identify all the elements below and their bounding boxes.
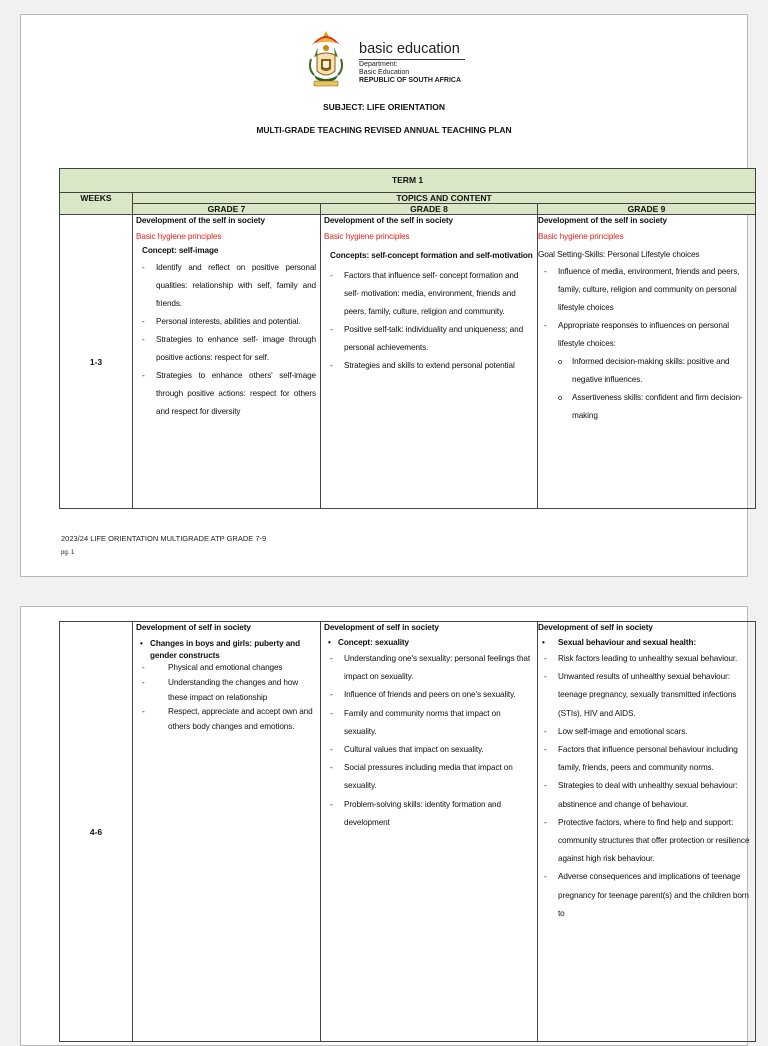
weeks-cell: 4-6 bbox=[60, 622, 133, 1042]
department-block bbox=[359, 61, 461, 85]
list-item: - Understanding one's sexuality: personal feelings that impact on sexuality. bbox=[324, 650, 533, 686]
list-item: - Strategies to enhance self- image through positive actions: respect for self. bbox=[136, 331, 316, 367]
dept-line-2: Basic Education bbox=[359, 69, 410, 76]
grade-7-concept: Concept: self-image bbox=[142, 246, 219, 255]
list-item: - Identify and reflect on positive personal qualities: relationship with self, family and friends. bbox=[136, 259, 316, 313]
list-item: - Positive self-talk: individuality and uniqueness; and personal achievements. bbox=[324, 321, 533, 357]
grade-9-list bbox=[538, 636, 751, 923]
grade-8-heading: • Concept: sexuality bbox=[324, 636, 533, 650]
grade-8-content bbox=[321, 215, 538, 509]
list-item: - Family and community norms that impact on sexuality. bbox=[324, 705, 533, 741]
list-item: - Low self-image and emotional scars. bbox=[538, 723, 751, 741]
list-item: - Physical and emotional changes bbox=[136, 661, 316, 676]
weeks-cell: 1-3 bbox=[60, 215, 133, 509]
grade-9-section-title: Development of self in society bbox=[538, 623, 653, 632]
subject-heading: SUBJECT: LIFE ORIENTATION bbox=[323, 102, 445, 112]
grade-8-list bbox=[324, 267, 533, 375]
grade-7-topic: Basic hygiene principles bbox=[136, 232, 222, 241]
list-item: - Unwanted results of unhealthy sexual behaviour: teenage pregnancy, sexually transmitted infections (STIs), HIV and AIDS. bbox=[538, 668, 751, 723]
page-footer: 2023/24 LIFE ORIENTATION MULTIGRADE ATP GRADE 7-9 bbox=[61, 534, 267, 543]
grade-9-content bbox=[538, 622, 756, 1042]
list-subitem: o Informed decision-making skills: positive and negative influences. bbox=[538, 353, 751, 389]
grade-9-concept: Goal Setting-Skills: Personal Lifestyle choices bbox=[538, 250, 700, 259]
list-item: - Cultural values that impact on sexuality. bbox=[324, 741, 533, 759]
grade-9-section-title: Development of the self in society bbox=[538, 216, 667, 225]
list-item: - Adverse consequences and implications of teenage pregnancy for teenage parent(s) and the children born to bbox=[538, 868, 751, 923]
dept-line-1: Department: bbox=[359, 61, 398, 68]
list-item: - Protective factors, where to find help and support: community structures that offer protection or resilience against high risk behaviour. bbox=[538, 814, 751, 869]
list-item: - Appropriate responses to influences on personal lifestyle choices: bbox=[538, 317, 751, 353]
document-page-2 bbox=[20, 606, 748, 1046]
coat-of-arms-icon bbox=[306, 29, 346, 91]
plan-title: MULTI-GRADE TEACHING REVISED ANNUAL TEACHING PLAN bbox=[256, 125, 512, 135]
grade-8-concept: Concepts: self-concept formation and self-motivation bbox=[330, 251, 533, 260]
grade-9-list bbox=[538, 263, 751, 425]
dept-line-3: REPUBLIC OF SOUTH AFRICA bbox=[359, 77, 462, 84]
list-item: - Problem-solving skills: identity formation and development bbox=[324, 796, 533, 832]
term-1-table bbox=[59, 168, 756, 509]
list-item: - Personal interests, abilities and potential. bbox=[136, 313, 316, 331]
grade-7-section-title: Development of self in society bbox=[136, 623, 251, 632]
brand-title: basic education bbox=[359, 41, 460, 57]
grade-8-content bbox=[321, 622, 538, 1042]
topics-header: TOPICS AND CONTENT bbox=[133, 193, 756, 204]
term-1-table-continued bbox=[59, 621, 756, 1042]
grade-7-heading: • Changes in boys and girls: puberty and gender constructs bbox=[136, 638, 316, 661]
weeks-header: WEEKS bbox=[60, 193, 133, 215]
grade-8-header: GRADE 8 bbox=[321, 204, 538, 215]
list-item: - Factors that influence personal behaviour including family, friends, peers and community norms. bbox=[538, 741, 751, 777]
term-header: TERM 1 bbox=[60, 169, 756, 193]
list-item: - Strategies to enhance others' self-image through positive actions: respect for others and respect for diversity bbox=[136, 367, 316, 421]
list-subitem: o Assertiveness skills: confident and firm decision-making bbox=[538, 389, 751, 425]
list-item: - Factors that influence self- concept formation and self- motivation: media, environment, friends and peers, family, culture, religion and community. bbox=[324, 267, 533, 321]
page-number: pg. 1 bbox=[61, 550, 75, 556]
grade-7-section-title: Development of the self in society bbox=[136, 216, 265, 225]
list-item: - Influence of friends and peers on one's sexuality. bbox=[324, 686, 533, 704]
grade-9-topic: Basic hygiene principles bbox=[538, 232, 624, 241]
list-item: - Risk factors leading to unhealthy sexual behaviour. bbox=[538, 650, 751, 668]
list-item: - Understanding the changes and how these impact on relationship bbox=[136, 676, 316, 706]
list-item: - Influence of media, environment, friends and peers, family, culture, religion and community on personal lifestyle choices bbox=[538, 263, 751, 317]
grade-7-content bbox=[133, 622, 321, 1042]
list-item: - Strategies to deal with unhealthy sexual behaviour: abstinence and change of behaviour. bbox=[538, 777, 751, 813]
grade-7-list bbox=[136, 638, 316, 735]
document-page-1 bbox=[20, 14, 748, 577]
list-item: - Strategies and skills to extend personal potential bbox=[324, 357, 533, 375]
grade-7-content bbox=[133, 215, 321, 509]
grade-9-content bbox=[538, 215, 756, 509]
grade-8-section-title: Development of the self in society bbox=[324, 216, 453, 225]
grade-8-list bbox=[324, 636, 533, 832]
grade-7-list bbox=[136, 259, 316, 421]
list-item: - Respect, appreciate and accept own and others body changes and emotions. bbox=[136, 705, 316, 735]
grade-8-topic: Basic hygiene principles bbox=[324, 232, 410, 241]
list-item: - Social pressures including media that impact on sexuality. bbox=[324, 759, 533, 795]
grade-8-section-title: Development of self in society bbox=[324, 623, 439, 632]
grade-9-heading: • Sexual behaviour and sexual health: bbox=[538, 636, 751, 650]
brand-divider bbox=[359, 59, 465, 60]
grade-9-header: GRADE 9 bbox=[538, 204, 756, 215]
grade-7-header: GRADE 7 bbox=[133, 204, 321, 215]
